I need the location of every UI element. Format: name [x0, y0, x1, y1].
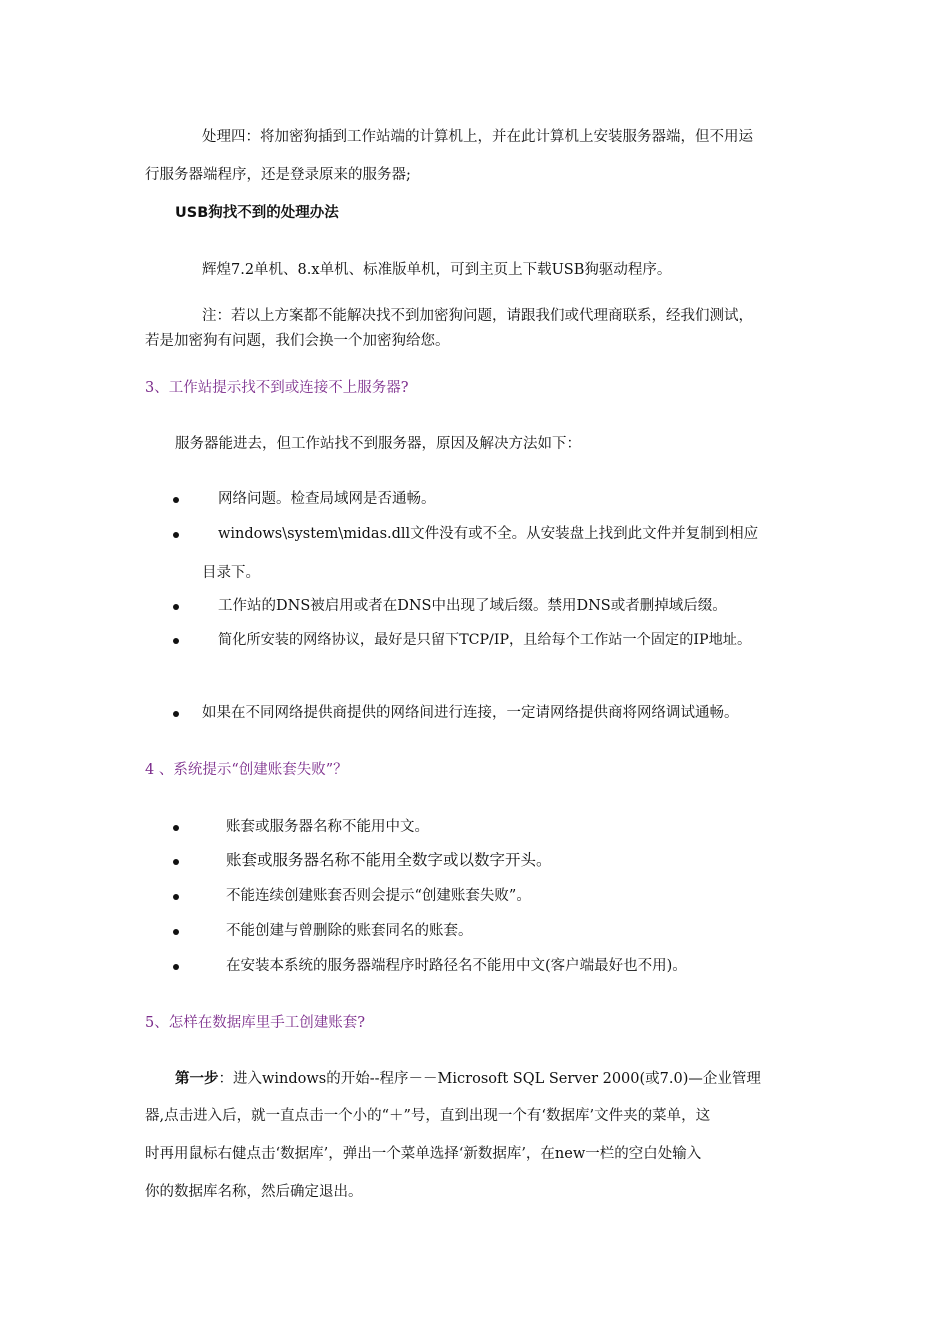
section5-step1-line2: 器,点击进入后，就一直点击一个小的“＋”号，直到出现一个有‘数据库’文件夹的菜单，这: [145, 1108, 711, 1124]
section3-intro: 服务器能进去，但工作站找不到服务器，原因及解决方法如下：: [175, 436, 581, 452]
section3-item-2-continued: 目录下。: [202, 565, 260, 581]
bullet-icon: [173, 497, 179, 503]
section4-heading: 4 、系统提示“创建账套失败”？: [145, 762, 348, 778]
step1-label: 第一步: [175, 1070, 219, 1087]
bullet-icon: [173, 638, 179, 644]
usb-note-line1: 注：若以上方案都不能解决找不到加密狗问题，请跟我们或代理商联系，经我们测试，: [202, 308, 753, 324]
section4-item-5: 在安装本系统的服务器端程序时路径名不能用中文(客户端最好也不用)。: [226, 958, 687, 974]
bullet-icon: [173, 711, 179, 717]
handling4-line2: 行服务器端程序，还是登录原来的服务器;: [145, 167, 411, 183]
section4-item-1: 账套或服务器名称不能用中文。: [226, 819, 429, 835]
section4-item-3: 不能连续创建账套否则会提示“创建账套失败”。: [226, 888, 531, 904]
usb-note-line2: 若是加密狗有问题，我们会换一个加密狗给您。: [145, 333, 450, 349]
bullet-icon: [173, 604, 179, 610]
section5-step1-line4: 你的数据库名称，然后确定退出。: [145, 1184, 363, 1200]
section3-item-5: 如果在不同网络提供商提供的网络间进行连接，一定请网络提供商将网络调试通畅。: [202, 705, 739, 721]
section5-heading: 5、怎样在数据库里手工创建账套?: [145, 1015, 365, 1031]
section5-step1-line3: 时再用鼠标右健点击‘数据库’，弹出一个菜单选择‘新数据库’，在new一栏的空白处输入: [145, 1146, 702, 1162]
bullet-icon: [173, 964, 179, 970]
section3-item-1: 网络问题。检查局域网是否通畅。: [218, 491, 436, 507]
handling4-line1: 处理四：将加密狗插到工作站端的计算机上，并在此计算机上安装服务器端，但不用运: [202, 129, 753, 145]
section3-heading: 3、工作站提示找不到或连接不上服务器?: [145, 380, 409, 396]
bullet-icon: [173, 859, 179, 865]
usb-section-body: 辉煌7.2单机、8.x单机、标准版单机，可到主页上下载USB狗驱动程序。: [202, 262, 672, 278]
section3-item-3: 工作站的DNS被启用或者在DNS中出现了域后缀。禁用DNS或者删掉域后缀。: [218, 598, 727, 614]
bullet-icon: [173, 532, 179, 538]
usb-section-title: USB狗找不到的处理办法: [175, 205, 339, 221]
section5-step1-line1: [175, 1069, 761, 1089]
section4-item-2: 账套或服务器名称不能用全数字或以数字开头。: [226, 851, 552, 869]
section3-item-4: 简化所安装的网络协议，最好是只留下TCP/IP，且给每个工作站一个固定的IP地址。: [218, 632, 752, 648]
section4-item-4: 不能创建与曾删除的账套同名的账套。: [226, 923, 473, 939]
bullet-icon: [173, 894, 179, 900]
bullet-icon: [173, 929, 179, 935]
step1-text: ：进入windows的开始--程序－－Microsoft SQL Server 2000(或7.0)—企业管理: [218, 1071, 761, 1087]
bullet-icon: [173, 825, 179, 831]
section3-item-2: windows\system\midas.dll文件没有或不全。从安装盘上找到此文件并复制到相应: [218, 526, 759, 542]
